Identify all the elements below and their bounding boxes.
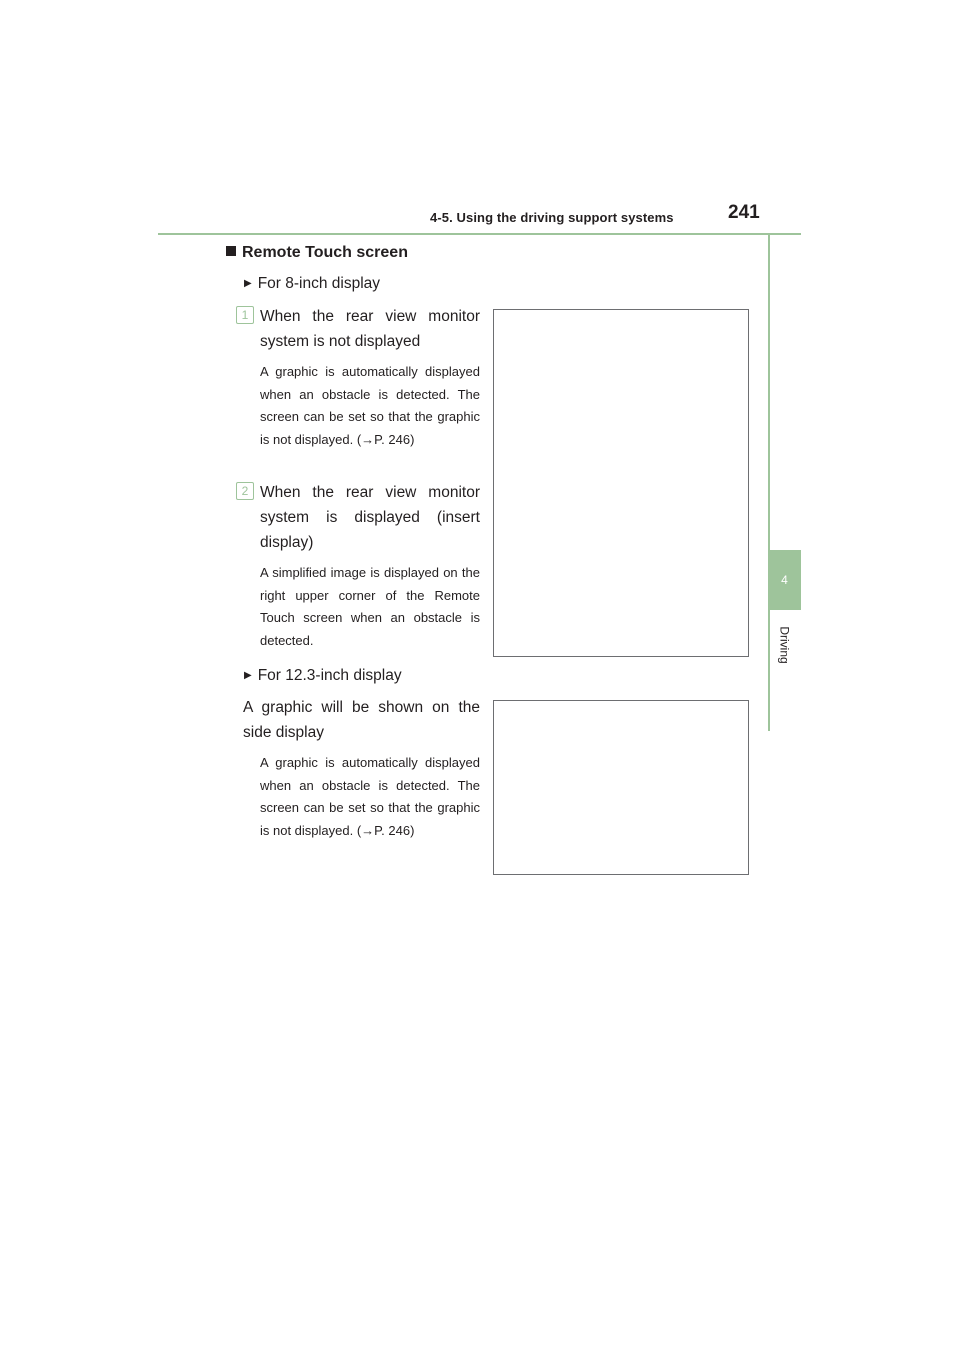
figure-12-inch-display	[493, 700, 749, 875]
sub-heading-8-inch	[244, 275, 380, 293]
chapter-tab	[768, 550, 801, 610]
chapter-name-vertical	[770, 617, 800, 673]
section-heading	[226, 244, 408, 262]
item-1-title: When the rear view monitor system is not displayed	[260, 308, 480, 350]
page-number: 241	[728, 202, 760, 223]
section-title: 4-5. Using the driving support systems	[430, 210, 674, 225]
item-2-title: When the rear view monitor system is displayed (insert display)	[260, 484, 480, 551]
side-display-description: A graphic is automatically displayed when an obstacle is detected. The screen can be set so that the graphic is not displayed. (→P. 246)	[260, 755, 480, 838]
callout-number-1-icon: 1	[236, 306, 254, 324]
callout-number-2-icon: 2	[236, 482, 254, 500]
triangle-bullet-icon: ▶	[244, 278, 252, 289]
chapter-number: 4	[781, 573, 788, 587]
sub-heading-8-inch-text: For 8-inch display	[257, 275, 381, 292]
section-heading-text: Remote Touch screen	[242, 244, 408, 261]
header-rule	[158, 233, 801, 235]
triangle-bullet-icon: ▶	[244, 670, 252, 681]
figure-8-inch-display	[493, 309, 749, 657]
square-bullet-icon	[226, 246, 236, 256]
item-2-description: A simplified image is displayed on the right upper corner of the Remote Touch screen when an obstacle is detected.	[260, 565, 480, 648]
item-1-description: A graphic is automatically displayed when an obstacle is detected. The screen can be set so that the graphic is not displayed. (→P. 246)	[260, 364, 480, 447]
sub-heading-12-inch-text: For 12.3-inch display	[257, 667, 402, 684]
chapter-name: Driving	[778, 626, 792, 664]
sub-heading-12-inch	[244, 667, 402, 685]
side-display-title: A graphic will be shown on the side display	[243, 699, 480, 741]
